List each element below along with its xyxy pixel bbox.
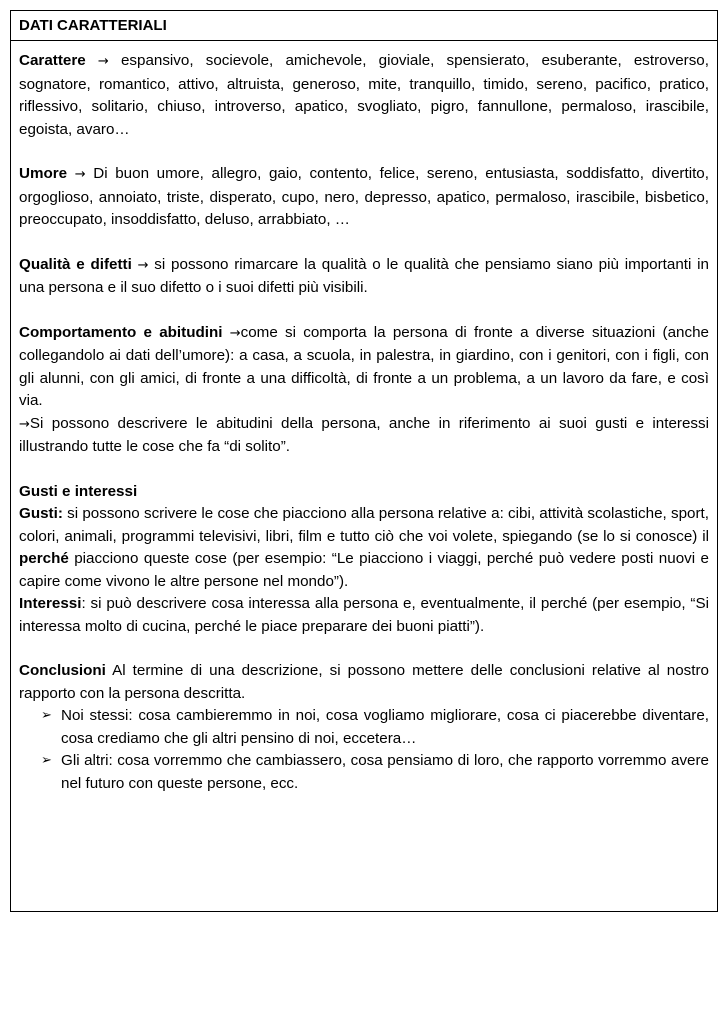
list-item-text: Gli altri: cosa vorremmo che cambiassero, cosa pensiamo di loro, che rapporto vorremmo avere nel futuro con queste persone, ecc. [61, 752, 709, 792]
qualita-text: si possono rimarcare la qualità o le qualità che pensiamo siano più importanti in una persona e il suo difetto o i suoi difetti più visibili. [19, 255, 709, 296]
perche-word: perché [19, 550, 69, 567]
gusti-heading [19, 481, 709, 504]
arrow-icon: → [229, 325, 241, 341]
list-item-text: Noi stessi: cosa cambieremmo in noi, cosa vogliamo migliorare, cosa ci piacerebbe diventare, cosa crediamo che gli altri pensino di noi, eccetera… [61, 707, 709, 747]
interessi-label: Interessi [19, 595, 82, 612]
umore-label: Umore [19, 165, 68, 182]
list-item [19, 750, 709, 795]
interessi-text: : si può descrivere cosa interessa alla persona e, eventualmente, il perché (per esempio, “Si interessa molto di cucina, perché le piace preparare dei buoni piatti”). [19, 595, 709, 635]
qualita-label: Qualità e difetti [19, 255, 132, 273]
carattere-label: Carattere [19, 52, 86, 69]
paragraph-umore [19, 163, 709, 232]
arrowhead-bullet-icon: ➢ [41, 708, 52, 723]
arrow-icon: → [74, 167, 86, 182]
comportamento-text: come si comporta la persona di fronte a diverse situazioni (anche collegandolo ai dati dell’umore): a casa, a scuola, in palestra, in giardino, con i genitori, con i figli, con gli alunni, con gli amici, di fronte a una difficoltà, di fronte a un problema, a un lavoro da fare, e così via. [19, 323, 709, 409]
paragraph-qualita [19, 254, 709, 300]
conclusioni-text: Al termine di una descrizione, si possono mettere delle conclusioni relative al nostro rapporto con la persona descritta. [19, 662, 709, 702]
arrow-icon: → [19, 416, 30, 432]
arrow-icon: → [97, 54, 109, 69]
section-title: DATI CARATTERIALI [19, 17, 167, 34]
arrowhead-bullet-icon: ➢ [41, 753, 52, 768]
paragraph-abitudini [19, 413, 709, 459]
gusti-label: Gusti: [19, 505, 63, 522]
conclusioni-list [19, 705, 709, 795]
carattere-text: espansivo, socievole, amichevole, gioviale, spensierato, esuberante, estroverso, sognatore, romantico, attivo, altruista, generoso, mite, tranquillo, timido, sereno, pacifico, pratico, riflessivo, solitario, chiuso, introverso, apatico, svogliato, pigro, fannullone, permaloso, irascibile, egoista, avaro… [19, 52, 709, 138]
abitudini-text: Si possono descrivere le abitudini della persona, anche in riferimento ai suoi gusti e interessi illustrando tutte le cose che fa “di solito”. [19, 414, 709, 455]
gusti-text-b: piacciono queste cose (per esempio: “Le piacciono i viaggi, perché può vedere posti nuovi e capire come vivono le altre persone nel mondo”). [19, 550, 709, 590]
gusti-heading-text: Gusti e interessi [19, 482, 138, 500]
umore-text: Di buon umore, allegro, gaio, contento, felice, sereno, entusiasta, soddisfatto, divertito, orgoglioso, annoiato, triste, disperato, cupo, nero, depresso, apatico, permaloso, irascibile, bisbetico, preoccupato, insoddisfatto, deluso, arrabbiato, … [19, 165, 709, 228]
conclusioni-label: Conclusioni [19, 662, 106, 679]
paragraph-conclusioni [19, 660, 709, 705]
list-item [19, 705, 709, 750]
paragraph-gusti [19, 503, 709, 593]
document-box [10, 10, 718, 912]
arrow-icon: → [137, 257, 149, 273]
section-header [11, 11, 717, 41]
paragraph-interessi [19, 593, 709, 638]
gusti-text-a: si possono scrivere le cose che piacciono alla persona relative a: cibi, attività scolastiche, sport, colori, animali, programmi televisivi, libri, film e tutto ciò che voi volete, spiegando (se lo si conosce) il [19, 505, 709, 545]
document-content [11, 41, 717, 795]
paragraph-comportamento [19, 322, 709, 413]
paragraph-carattere [19, 50, 709, 141]
comportamento-label: Comportamento e abitudini [19, 323, 223, 341]
